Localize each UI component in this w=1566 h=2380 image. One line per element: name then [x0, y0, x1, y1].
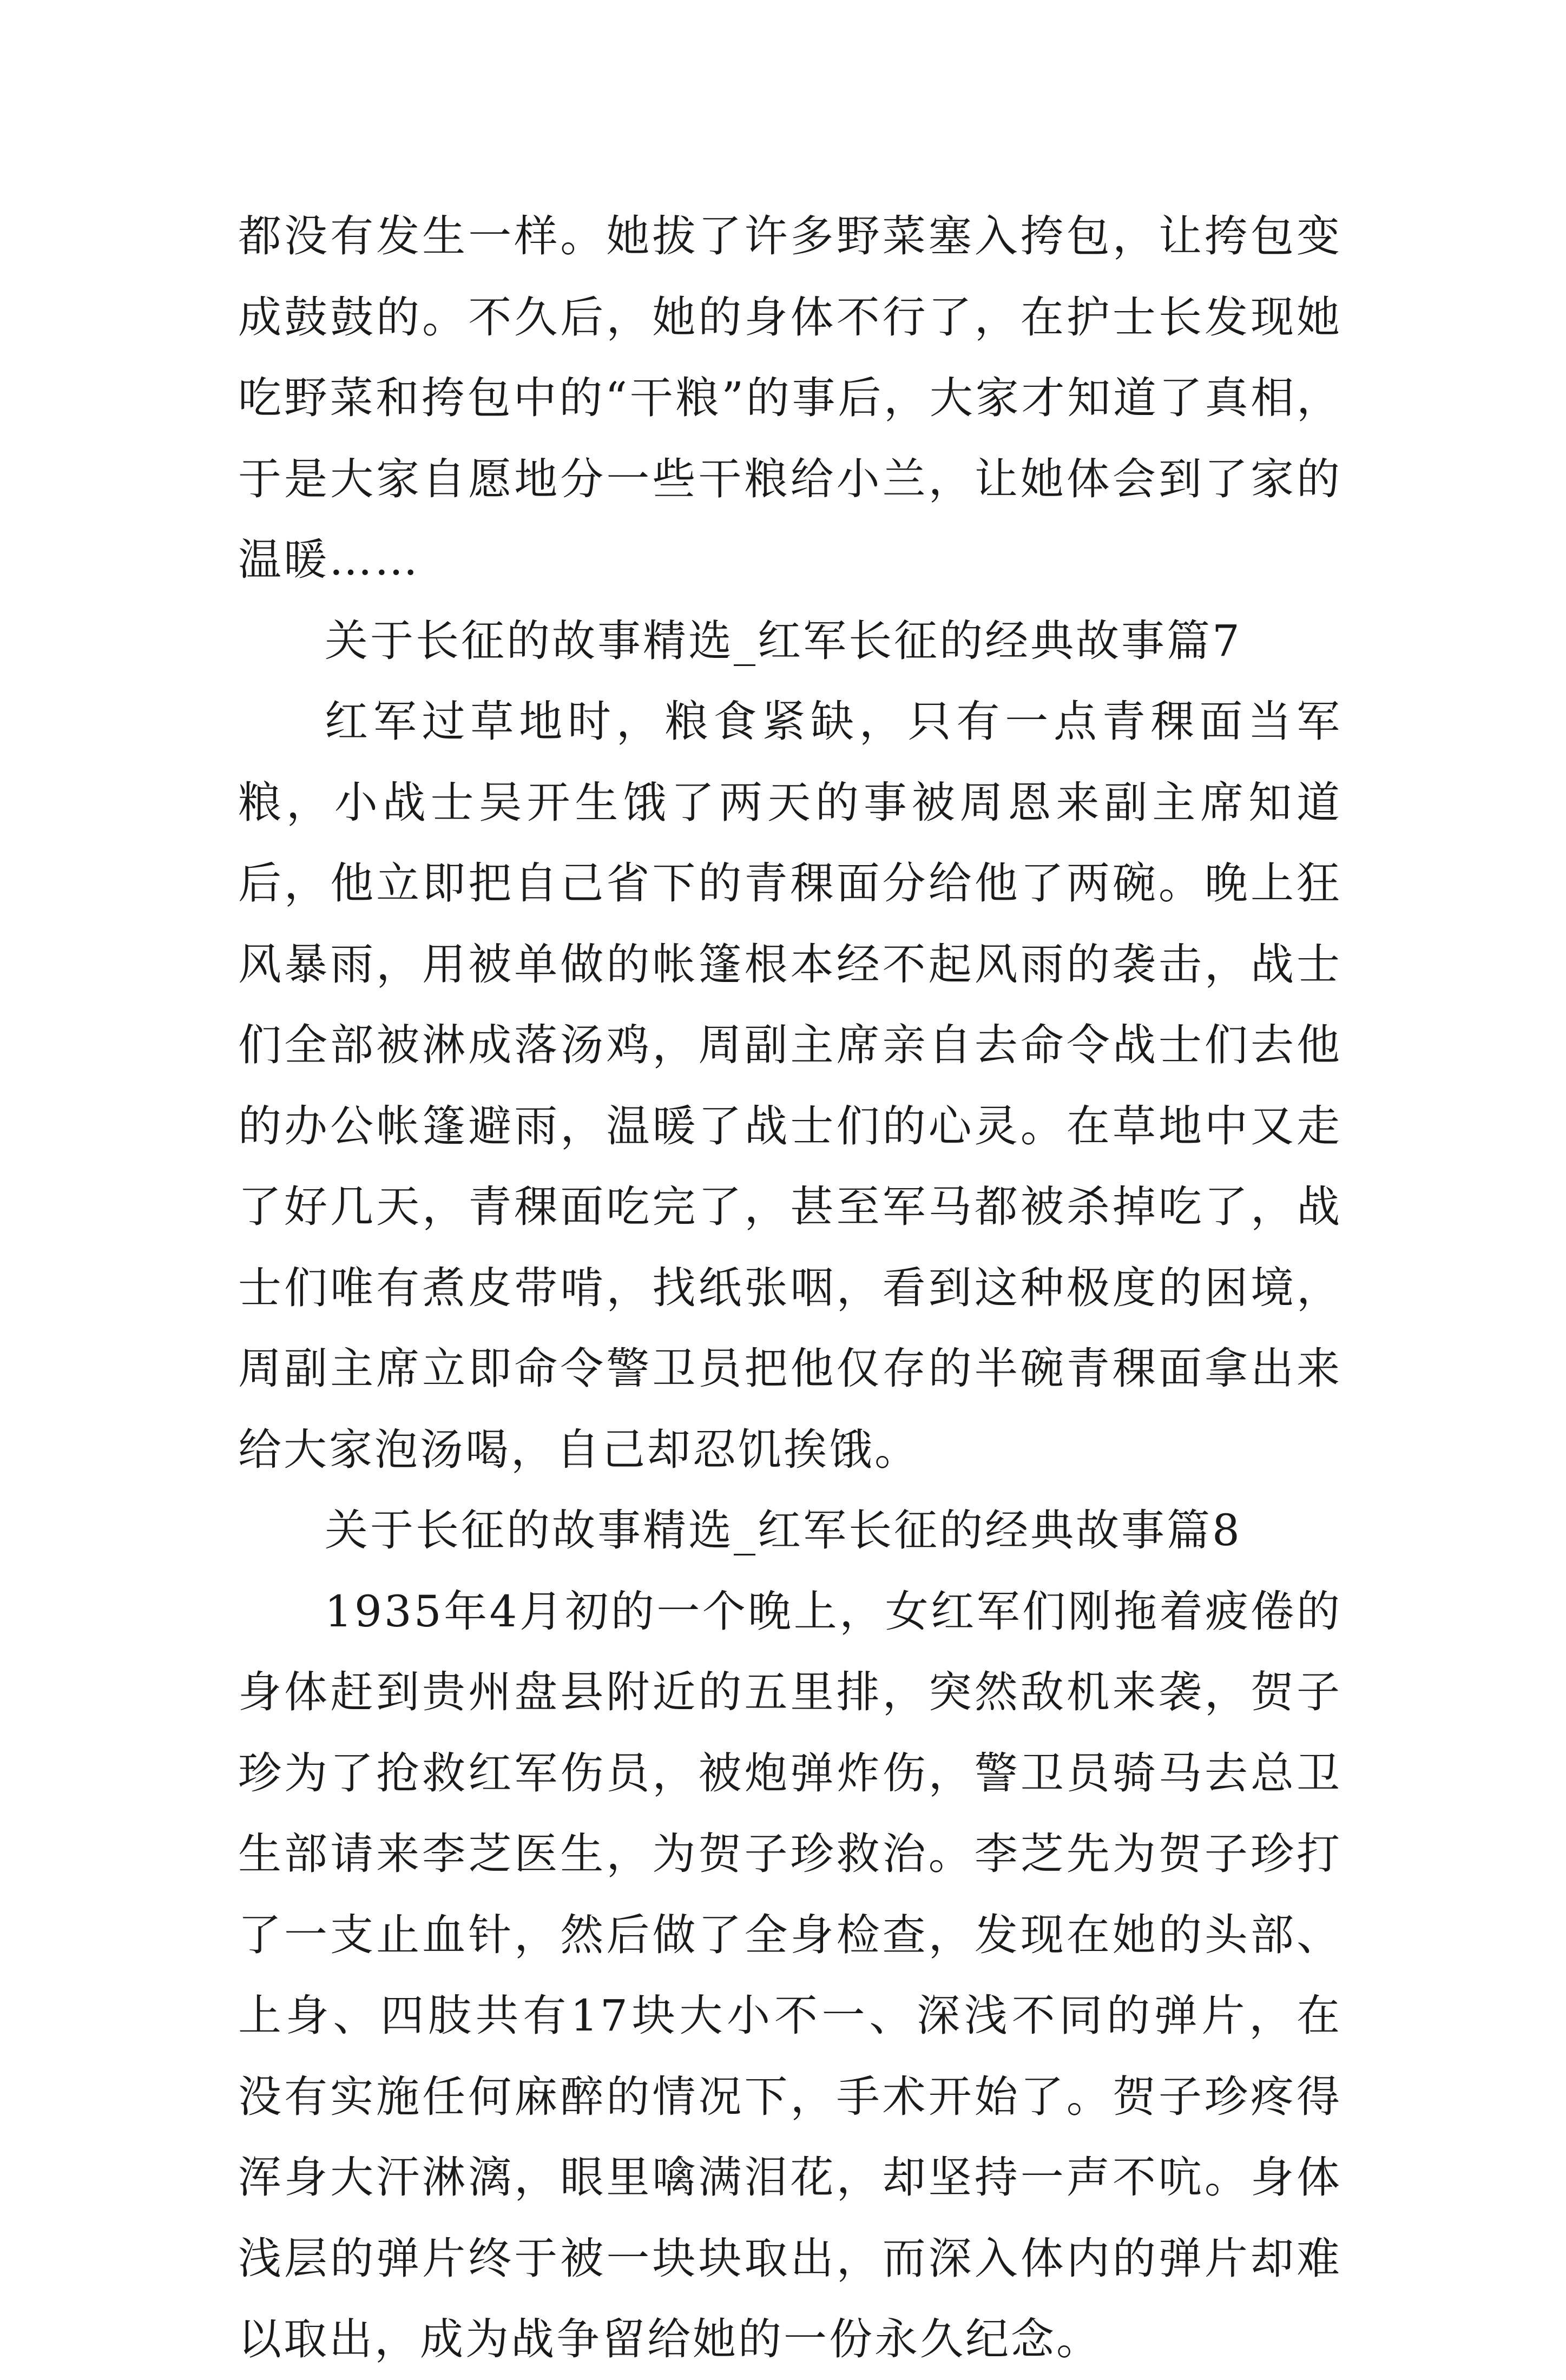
paragraph-story-8: 1935年4月初的一个晚上，女红军们刚拖着疲倦的身体赶到贵州盘县附近的五里排，突然敌机来袭，贺子珍为了抢救红军伤员，被炮弹炸伤，警卫员骑马去总卫生部请来李芝医生，为贺子珍救治。李芝先为贺子珍打了一支止血针，然后做了全身检查，发现在她的头部、上身、四肢共有17块大小不一、深浅不同的弹片，在没有实施任何麻醉的情况下，手术开始了。贺子珍疼得浑身大汗淋漓，眼里噙满泪花，却坚持一声不吭。身体浅层的弹片终于被一块块取出，而深入体内的弹片却难以取出，成为战争留给她的一份永久纪念。: [238, 1586, 1342, 2364]
paragraph-continuation: 都没有发生一样。她拔了许多野菜塞入挎包，让挎包变成鼓鼓的。不久后，她的身体不行了，在护士长发现她吃野菜和挎包中的“干粮”的事后，大家才知道了真相，于是大家自愿地分一些干粮给小兰，让她体会到了家的温暖……: [238, 211, 1342, 585]
section-heading-7: 关于长征的故事精选_红军长征的经典故事篇7: [325, 615, 1242, 666]
paragraph-story-7: 红军过草地时，粮食紧缺，只有一点青稞面当军粮，小战士吴开生饿了两天的事被周恩来副主席知道后，他立即把自己省下的青稞面分给他了两碗。晚上狂风暴雨，用被单做的帐篷根本经不起风雨的袭击，战士们全部被淋成落汤鸡，周副主席亲自去命令战士们去他的办公帐篷避雨，温暖了战士们的心灵。在草地中又走了好几天，青稞面吃完了，甚至军马都被杀掉吃了，战士们唯有煮皮带啃，找纸张咽，看到这种极度的困境，周副主席立即命令警卫员把他仅存的半碗青稞面拿出来给大家泡汤喝，自己却忍饥挨饿。: [238, 696, 1342, 1475]
section-heading-8: 关于长征的故事精选_红军长征的经典故事篇8: [325, 1505, 1242, 1555]
document-body: [238, 196, 1342, 2380]
